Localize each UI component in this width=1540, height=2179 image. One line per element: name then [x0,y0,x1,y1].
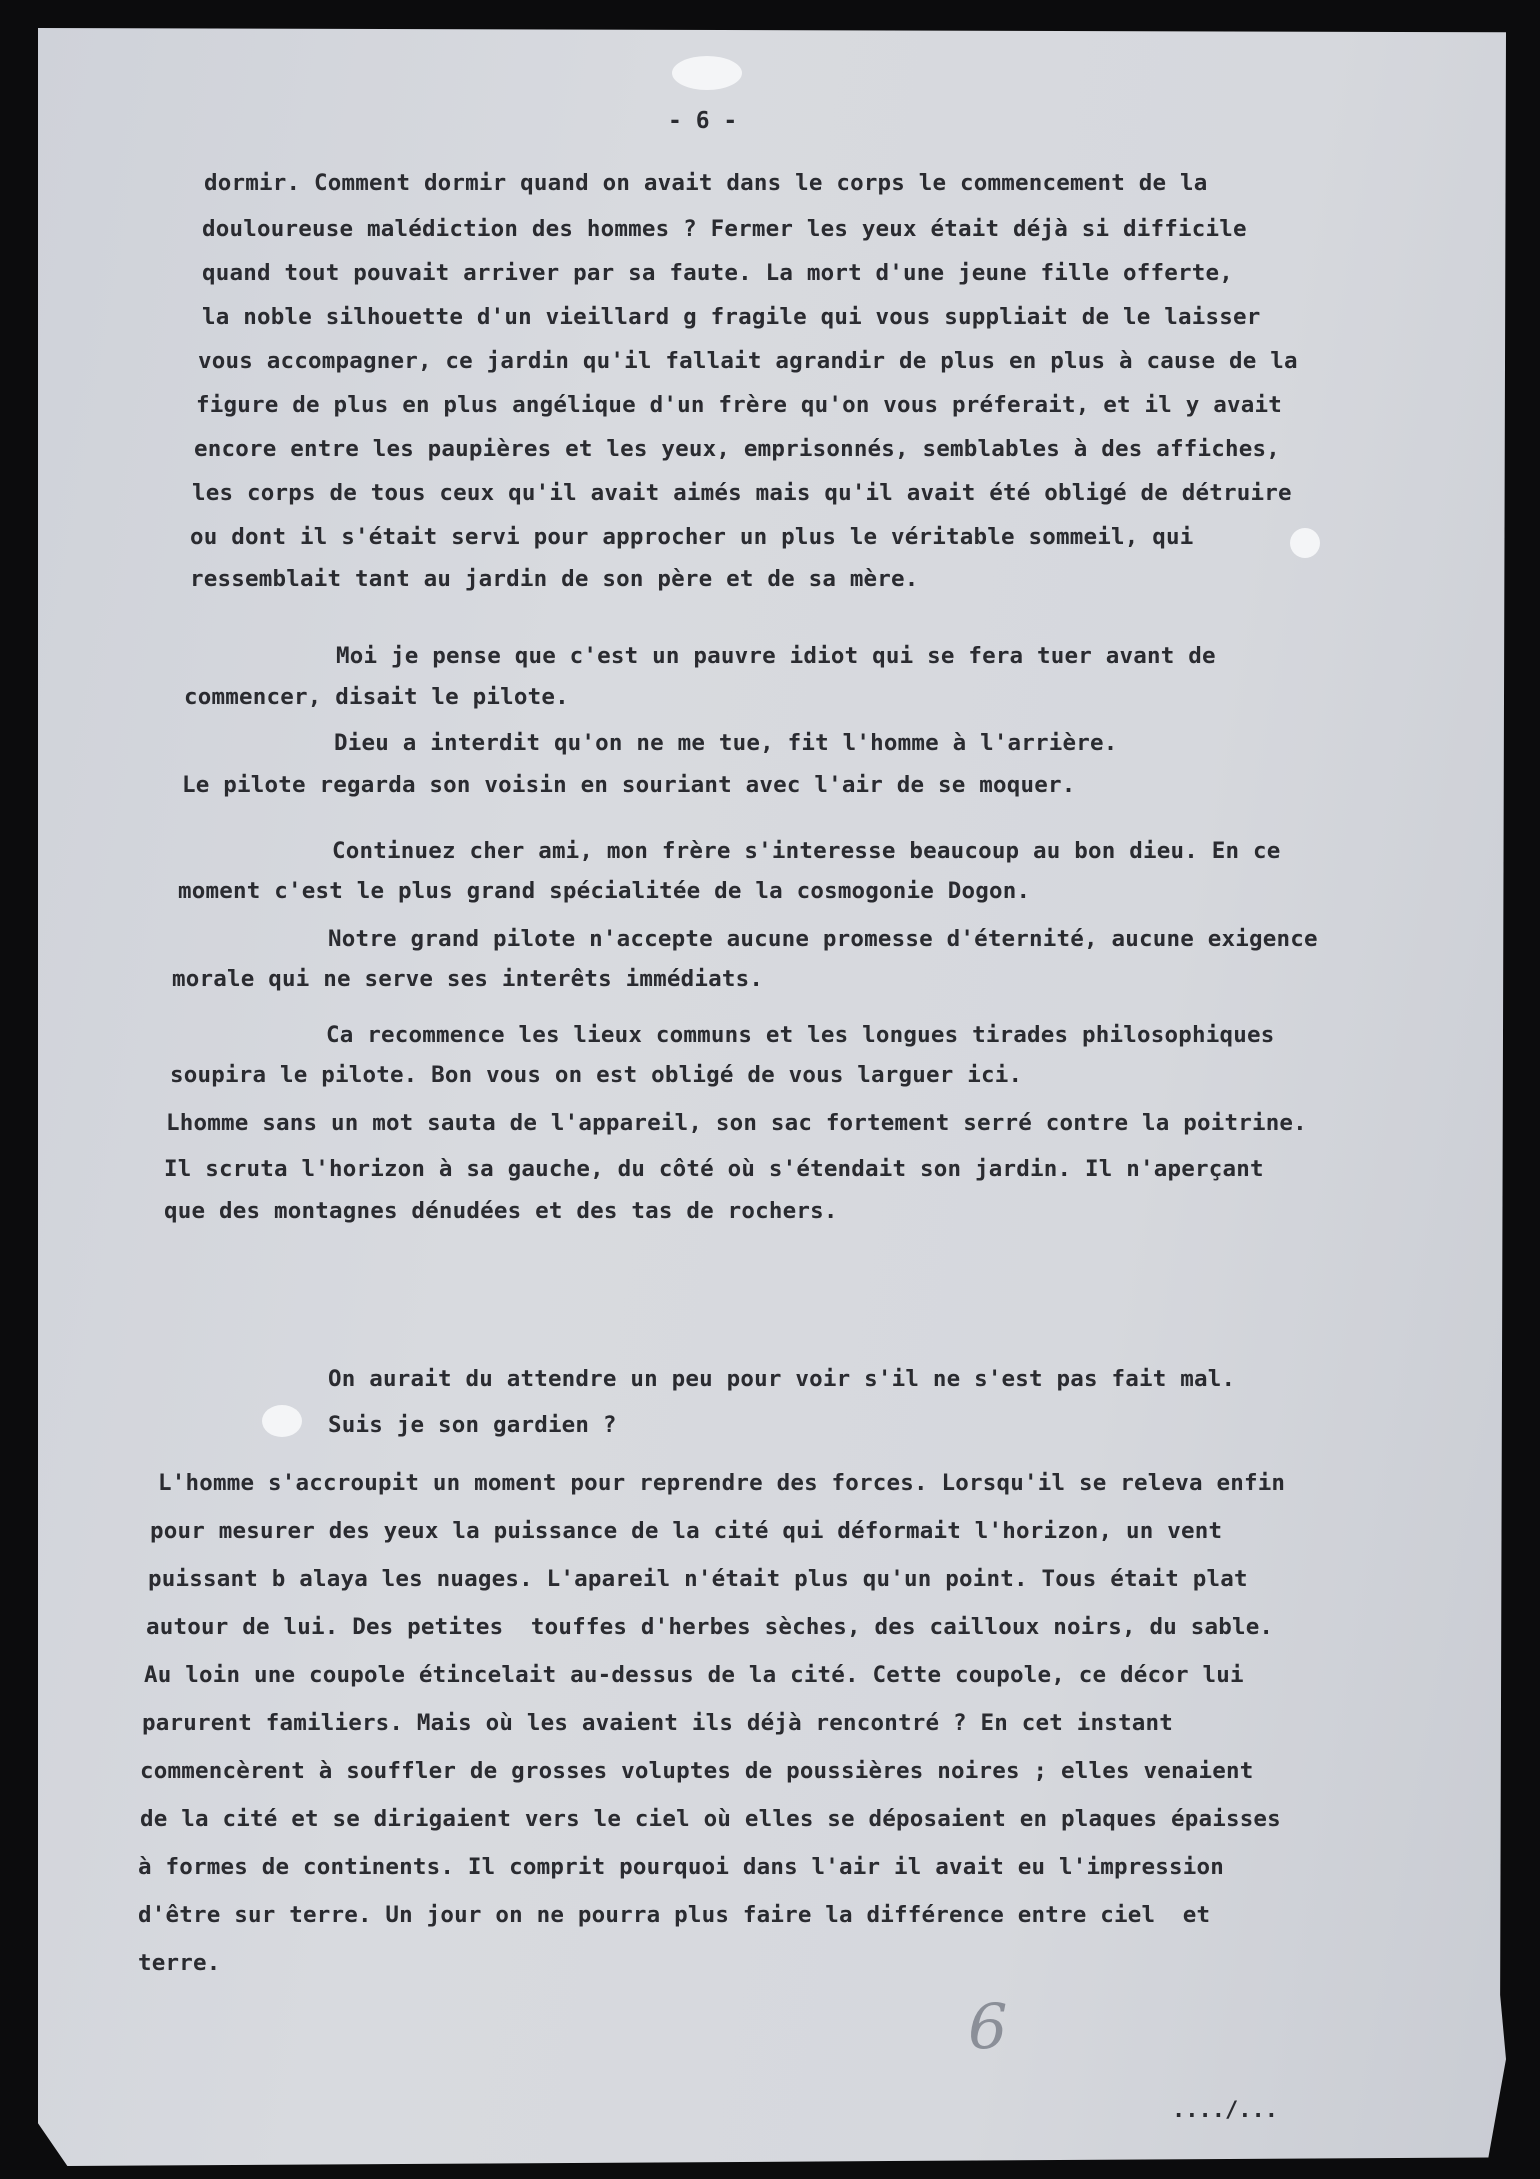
text-line: Dieu a interdit qu'on ne me tue, fit l'homme à l'arrière. [334,730,1118,756]
text-line: que des montagnes dénudées et des tas de rochers. [164,1198,838,1224]
text-line: Le pilote regarda son voisin en souriant avec l'air de se moquer. [182,772,1076,798]
text-line: parurent familiers. Mais où les avaient ils déjà rencontré ? En cet instant [142,1710,1173,1736]
text-line: quand tout pouvait arriver par sa faute. La mort d'une jeune fille offerte, [202,260,1233,286]
text-line: ou dont il s'était servi pour approcher un plus le véritable sommeil, qui [190,524,1194,550]
text-line: Moi je pense que c'est un pauvre idiot qui se fera tuer avant de [336,643,1216,669]
text-line: Il scruta l'horizon à sa gauche, du côté où s'étendait son jardin. Il n'aperçant [164,1156,1264,1182]
text-line: la noble silhouette d'un vieillard g fragile qui vous suppliait de le laisser [202,304,1261,330]
text-line: vous accompagner, ce jardin qu'il fallait agrandir de plus en plus à cause de la [198,348,1298,374]
text-line: Ca recommence les lieux communs et les longues tirades philosophiques [326,1022,1275,1048]
punch-hole-right [1290,528,1320,558]
text-line: figure de plus en plus angélique d'un frère qu'on vous préferait, et il y avait [196,392,1282,418]
text-line: morale qui ne serve ses interêts immédiats. [172,966,764,992]
text-line: On aurait du attendre un peu pour voir s'il ne s'est pas fait mal. [328,1366,1236,1392]
text-line: terre. [138,1950,221,1976]
text-line: ressemblait tant au jardin de son père et de sa mère. [190,566,919,592]
text-line: Suis je son gardien ? [328,1412,617,1438]
text-line: Lhomme sans un mot sauta de l'appareil, son sac fortement serré contre la poitrine. [166,1110,1307,1136]
text-line: moment c'est le plus grand spécialitée de la cosmogonie Dogon. [178,878,1031,904]
text-line: Au loin une coupole étincelait au-dessus de la cité. Cette coupole, ce décor lui [144,1662,1244,1688]
punch-hole-top [672,56,742,90]
text-line: à formes de continents. Il comprit pourquoi dans l'air il avait eu l'impression [138,1854,1224,1880]
handwritten-page-number: 6 [968,1990,1008,2063]
text-line: commencèrent à souffler de grosses voluptes de poussières noires ; elles venaient [140,1758,1254,1784]
text-line: encore entre les paupières et les yeux, emprisonnés, semblables à des affiches, [194,436,1280,462]
text-line: autour de lui. Des petites touffes d'herbes sèches, des cailloux noirs, du sable. [146,1614,1274,1640]
text-line: soupira le pilote. Bon vous on est obligé de vous larguer ici. [170,1062,1023,1088]
text-line: de la cité et se dirigaient vers le ciel où elles se déposaient en plaques épaisses [140,1806,1281,1832]
punch-hole-left [262,1405,302,1437]
text-line: L'homme s'accroupit un moment pour reprendre des forces. Lorsqu'il se releva enfin [158,1470,1286,1496]
text-line: douloureuse malédiction des hommes ? Fermer les yeux était déjà si difficile [202,216,1247,242]
text-line: Notre grand pilote n'accepte aucune promesse d'éternité, aucune exigence [328,926,1318,952]
text-line: dormir. Comment dormir quand on avait dans le corps le commencement de la [204,170,1208,196]
text-line: commencer, disait le pilote. [184,684,569,710]
text-line: les corps de tous ceux qu'il avait aimés mais qu'il avait été obligé de détruire [192,480,1292,506]
text-line: d'être sur terre. Un jour on ne pourra plus faire la différence entre ciel et [138,1902,1211,1928]
continuation-mark: ..../... [1172,2098,1278,2123]
text-line: Continuez cher ami, mon frère s'interesse beaucoup au bon dieu. En ce [332,838,1281,864]
page-number: - 6 - [668,108,738,134]
text-line: puissant b alaya les nuages. L'apareil n'était plus qu'un point. Tous était plat [148,1566,1248,1592]
text-line: pour mesurer des yeux la puissance de la cité qui déformait l'horizon, un vent [150,1518,1223,1544]
